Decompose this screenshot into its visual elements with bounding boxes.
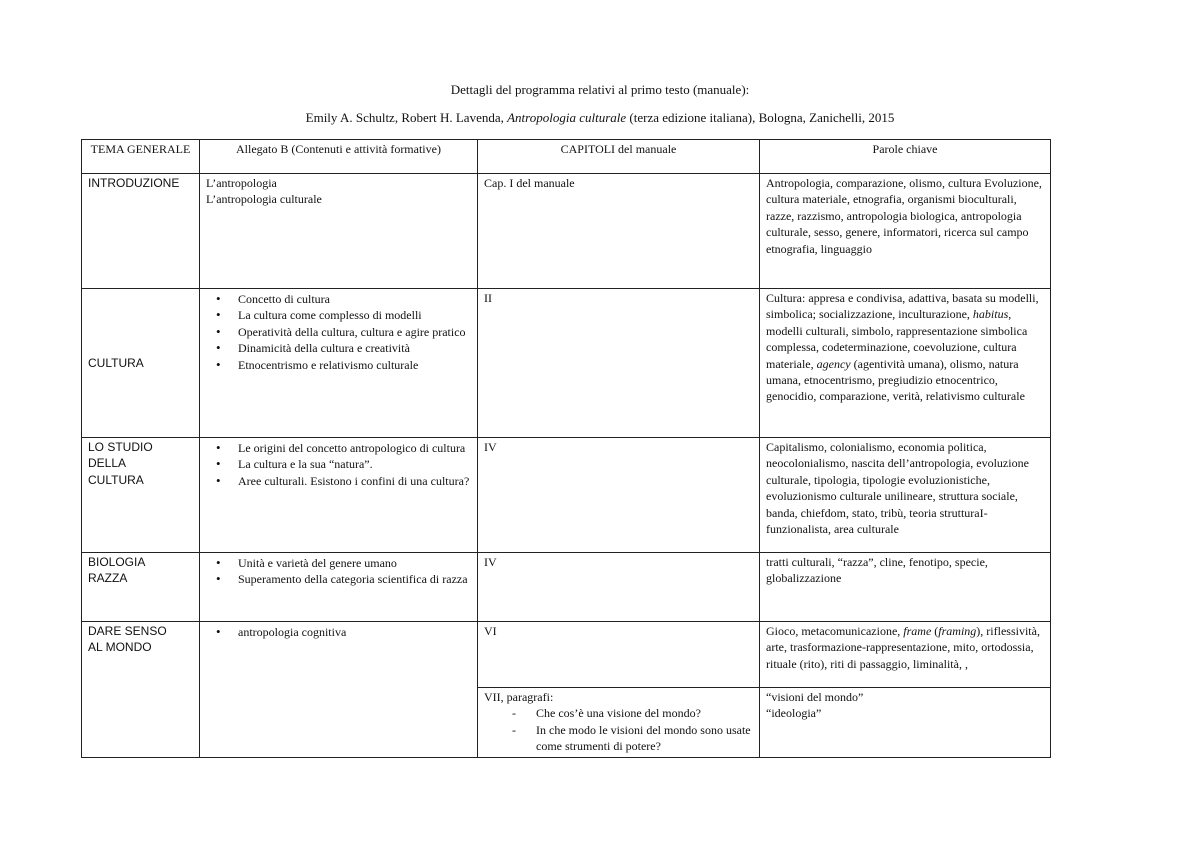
tema-line: LO STUDIO: [88, 440, 153, 454]
allegato-cell: [200, 438, 478, 553]
parole-text: , modelli culturali, simbolo, rappresentazione simbolica complessa, codeterminazione, coevoluzione, cultura materiale,: [766, 307, 1028, 371]
list-item: • Unità e varietà del genere umano: [238, 555, 471, 571]
tema-line: AL MONDO: [88, 640, 152, 655]
parole-line: “ideologia”: [766, 706, 822, 721]
parole-cell: tratti culturali, “razza”, cline, fenotipo, specie, globalizzazione: [760, 553, 1051, 622]
list-item: • La cultura come complesso di modelli: [238, 307, 471, 323]
capitoli-cell: Cap. I del manuale: [478, 174, 760, 289]
tema-line: BIOLOGIA: [88, 555, 146, 569]
table-row-studio: [82, 438, 1051, 553]
allegato-list: [206, 624, 471, 640]
allegato-line: L’antropologia: [206, 176, 277, 190]
list-item: • Operatività della cultura, cultura e agire pratico: [238, 324, 471, 340]
header-capitoli: CAPITOLI del manuale: [478, 140, 760, 174]
parole-cell: [760, 688, 1051, 758]
list-item: • La cultura e la sua “natura”.: [238, 456, 471, 472]
header-allegato: Allegato B (Contenuti e attività formative): [200, 140, 478, 174]
tema-cell: [82, 622, 200, 758]
allegato-cell: [200, 289, 478, 438]
capitoli-cell: VI: [478, 622, 760, 688]
allegato-line: L’antropologia culturale: [206, 192, 322, 207]
parole-italic: frame: [903, 624, 932, 638]
parole-cell: [760, 289, 1051, 438]
allegato-list: [206, 555, 471, 588]
capitoli-title: VII, paragrafi:: [484, 690, 554, 704]
tema-cell: [82, 438, 200, 553]
list-item: • Dinamicità della cultura e creatività: [238, 340, 471, 356]
program-table: [81, 139, 1051, 758]
parole-text: ), riflessività, arte, trasformazione-rappresentazione, mito, ortodossia, rituale (rito), riti di passaggio, liminalità, ,: [766, 624, 1040, 671]
parole-cell: Capitalismo, colonialismo, economia politica, neocolonialismo, nascita dell’antropologia, evoluzione culturale, tipologia, tipologie evoluzionistiche, evoluzionismo culturale unilineare, struttura sociale, banda, chiefdom, stato, tribù, teoria strutturaI-funzionalista, area culturale: [760, 438, 1051, 553]
allegato-cell: [200, 622, 478, 758]
tema-cell: INTRODUZIONE: [82, 174, 200, 289]
citation-authors: Emily A. Schultz, Robert H. Lavenda,: [305, 110, 508, 125]
capitoli-cell: IV: [478, 553, 760, 622]
list-item: • Superamento della categoria scientifica di razza: [238, 571, 471, 587]
header-tema: TEMA GENERALE: [82, 140, 200, 174]
parole-text: (agentività umana), olismo, natura umana, etnocentrismo, pregiudizio etnocentrico, genocidio, comparazione, verità, relativismo culturale: [766, 356, 1025, 404]
list-item: • antropologia cognitiva: [238, 624, 471, 640]
parole-cell: [760, 622, 1051, 688]
list-item: - In che modo le visioni del mondo sono usate come strumenti di potere?: [536, 722, 753, 755]
tema-cell: [82, 553, 200, 622]
document-title: Dettagli del programma relativi al primo testo (manuale):: [450, 82, 750, 97]
capitoli-cell: II: [478, 289, 760, 438]
tema-line: CULTURA: [88, 472, 144, 487]
allegato-cell: [200, 174, 478, 289]
allegato-list: [206, 291, 471, 373]
list-item: • Etnocentrismo e relativismo culturale: [238, 357, 471, 373]
list-item: • Aree culturali. Esistono i confini di una cultura?: [238, 473, 471, 489]
tema-line: DARE SENSO: [88, 624, 167, 638]
parole-text: Cultura: appresa e condivisa, adattiva, basata su modelli, simbolica; socializzazione, inculturazione,: [766, 291, 1039, 322]
tema-line: RAZZA: [88, 571, 128, 586]
parole-cell: Antropologia, comparazione, olismo, cultura Evoluzione, cultura materiale, etnografia, organismi bioculturali, razze, razzismo, antropologia biologica, antropologia culturale, sesso, genere, informatori, ricerca sul campo etnografia, linguaggio: [760, 174, 1051, 289]
tema-cell: CULTURA: [82, 289, 200, 438]
parole-italic: framing: [938, 624, 977, 638]
allegato-cell: [200, 553, 478, 622]
tema-line: DELLA: [88, 456, 127, 471]
parole-italic: habitus: [972, 307, 1009, 322]
citation-book-title: Antropologia culturale: [507, 110, 627, 125]
capitoli-cell: IV: [478, 438, 760, 553]
list-item: • Le origini del concetto antropologico di cultura: [238, 440, 471, 456]
list-item: • Concetto di cultura: [238, 291, 471, 307]
book-citation: [0, 110, 1200, 126]
parole-italic: agency: [816, 356, 851, 371]
allegato-list: [206, 440, 471, 489]
header-parole: Parole chiave: [760, 140, 1051, 174]
capitoli-list: [484, 705, 753, 754]
table-row-introduzione: [82, 174, 1051, 289]
capitoli-cell: [478, 688, 760, 758]
citation-edition: (terza edizione italiana), Bologna, Zanichelli, 2015: [626, 110, 895, 125]
parole-text: (: [931, 624, 939, 638]
parole-text: Gioco, metacomunicazione,: [766, 624, 904, 638]
table-header-row: [82, 140, 1051, 174]
table-row-cultura: [82, 289, 1051, 438]
table-row-dare-senso: [82, 622, 1051, 688]
list-item: - Che cos’è una visione del mondo?: [536, 705, 753, 721]
parole-line: “visioni del mondo”: [766, 690, 864, 704]
table-row-biologia: [82, 553, 1051, 622]
